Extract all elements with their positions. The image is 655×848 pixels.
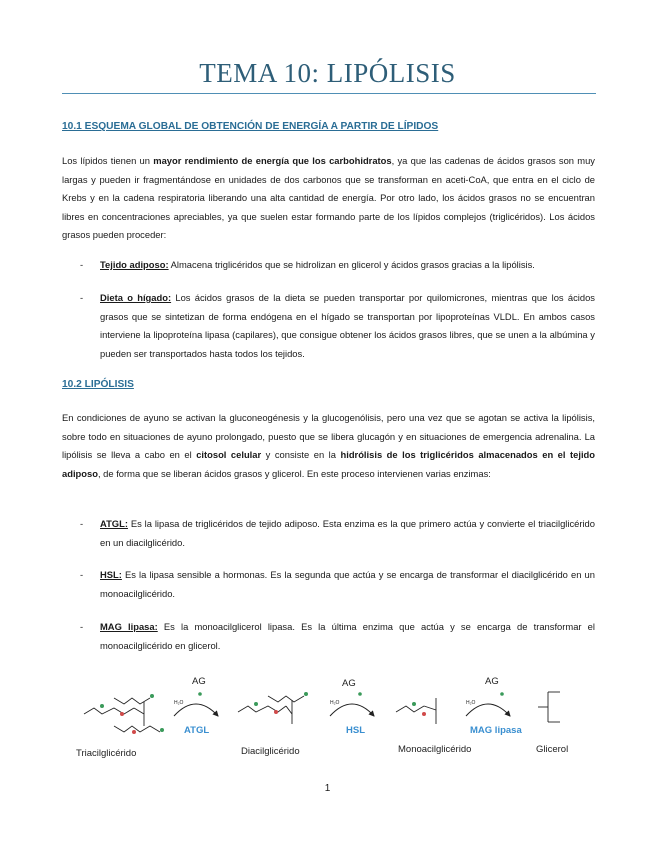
text-run: Los lípidos tienen un	[62, 155, 154, 166]
bullet-tejido-adiposo	[62, 256, 595, 275]
bullet-mag-lipasa	[62, 618, 595, 655]
bullet-dash: -	[80, 518, 84, 529]
ag-label: AG	[485, 676, 499, 687]
bullet-dash: -	[80, 621, 84, 632]
bullet-text	[100, 515, 595, 552]
bullet-dash: -	[80, 569, 84, 580]
molecule-diacylglycerol: Diacilglicérido	[241, 746, 300, 757]
enzyme-hsl: HSL	[346, 725, 365, 736]
bullet-body: Es la lipasa de triglicéridos de tejido adiposo. Esta enzima es la que primero actúa y convierte el triacilglicérido en un diacilglicérido.	[100, 518, 595, 548]
water-label: H₂O	[330, 700, 340, 706]
bullet-body: Almacena triglicéridos que se hidrolizan en glicerol y ácidos grasos gracias a la lipólisis.	[168, 259, 535, 270]
bullet-hsl	[62, 566, 595, 603]
ag-label: AG	[192, 676, 206, 687]
text-run: En condiciones de ayuno se activan la gluconeogénesis y la glucogenólisis, pero una vez que se agotan se activa la lipólisis, sobre todo en situaciones de ayuno prolongado, puesto que se libera glucagón y en situaciones de emergencia adrenalina. La lipólisis se lleva a cabo en el	[62, 412, 595, 461]
section-heading-10-2: 10.2 LIPÓLISIS	[62, 379, 134, 390]
bullet-atgl	[62, 515, 595, 552]
bold-text: mayor rendimiento de energía que los carbohidratos	[153, 155, 392, 166]
molecule-glycerol: Glicerol	[536, 744, 569, 755]
reaction-arrow-1	[174, 676, 218, 736]
ag-label: AG	[342, 678, 356, 689]
molecule-triacylglycerol: Triacilglicérido	[76, 748, 137, 759]
bullet-body: Los ácidos grasos de la dieta se pueden transportar por quilomicrones, mientras que los ácidos grasos que se sintetizan de forma endógena en el hígado se transportan por lipoproteínas VLDL. En ambos casos interviene la lipoproteína lipasa (capilares), que consigue obtener los ácidos grasos libres, que se unen a la albúmina y pueden ser transportados hasta todos los tejidos.	[100, 292, 595, 359]
bullet-dash: -	[80, 259, 84, 270]
page-title: TEMA 10: LIPÓLISIS	[199, 58, 456, 88]
monoacylglycerol-structure	[396, 698, 436, 724]
triacylglycerol-structure	[84, 694, 164, 734]
lipolysis-diagram	[74, 670, 594, 762]
bullet-body: Es la monoacilglicerol lipasa. Es la última enzima que actúa y se encarga de transformar el monoacilglicérido en glicerol.	[100, 621, 595, 651]
diacylglycerol-structure	[238, 692, 308, 724]
section2-paragraph	[62, 409, 595, 483]
bullet-key: ATGL:	[100, 518, 128, 529]
bullet-key: Tejido adiposo:	[100, 259, 169, 270]
bullet-text	[100, 618, 595, 655]
bullet-key: HSL:	[100, 569, 122, 580]
molecule-monoacylglycerol: Monoacilglicérido	[398, 744, 472, 755]
section-heading-10-1: 10.1 ESQUEMA GLOBAL DE OBTENCIÓN DE ENERGÍA A PARTIR DE LÍPIDOS	[62, 121, 439, 132]
bullet-text	[100, 256, 595, 275]
bullet-key: Dieta o hígado:	[100, 292, 172, 303]
bold-text: hidrólisis de los triglicéridos almacenados en el tejido adiposo	[62, 449, 595, 479]
bullet-text	[100, 566, 595, 603]
text-run: y consiste en la	[261, 449, 341, 461]
reaction-arrow-3	[466, 676, 522, 736]
text-run: , ya que las cadenas de ácidos grasos son muy largas y pueden ir fragmentándose en unidades de dos carbonos que se transforman en aceti-CoA, que entra en el ciclo de Krebs y en la cadena respiratoria liberando una alta cantidad de energía. Por otro lado, los ácidos grasos no se encuentran libres en concentraciones apreciables, ya que suelen estar formando parte de los lípidos complejos (triglicéridos). Los ácidos grasos pueden proceder:	[62, 155, 595, 241]
bullet-dash: -	[80, 292, 84, 303]
enzyme-mag-lipasa: MAG lipasa	[470, 725, 522, 736]
bold-text: citosol celular	[196, 449, 262, 461]
water-label: H₂O	[466, 700, 476, 706]
title-underline	[62, 93, 596, 94]
bullet-text	[100, 289, 595, 363]
bullet-body: Es la lipasa sensible a hormonas. Es la segunda que actúa y se encarga de transformar el diacilglicérido en un monoacilglicérido.	[100, 569, 595, 599]
water-label: H₂O	[174, 700, 184, 706]
bullet-key: MAG lipasa:	[100, 621, 158, 632]
text-run: , de forma que se liberan ácidos grasos y glicerol. En este proceso intervienen varias enzimas:	[97, 467, 491, 479]
section1-paragraph	[62, 152, 595, 245]
reaction-arrow-2	[330, 678, 374, 736]
glycerol-structure	[538, 692, 560, 722]
enzyme-atgl: ATGL	[184, 725, 210, 736]
bullet-dieta-higado	[62, 289, 595, 363]
page-number: 1	[324, 783, 331, 794]
